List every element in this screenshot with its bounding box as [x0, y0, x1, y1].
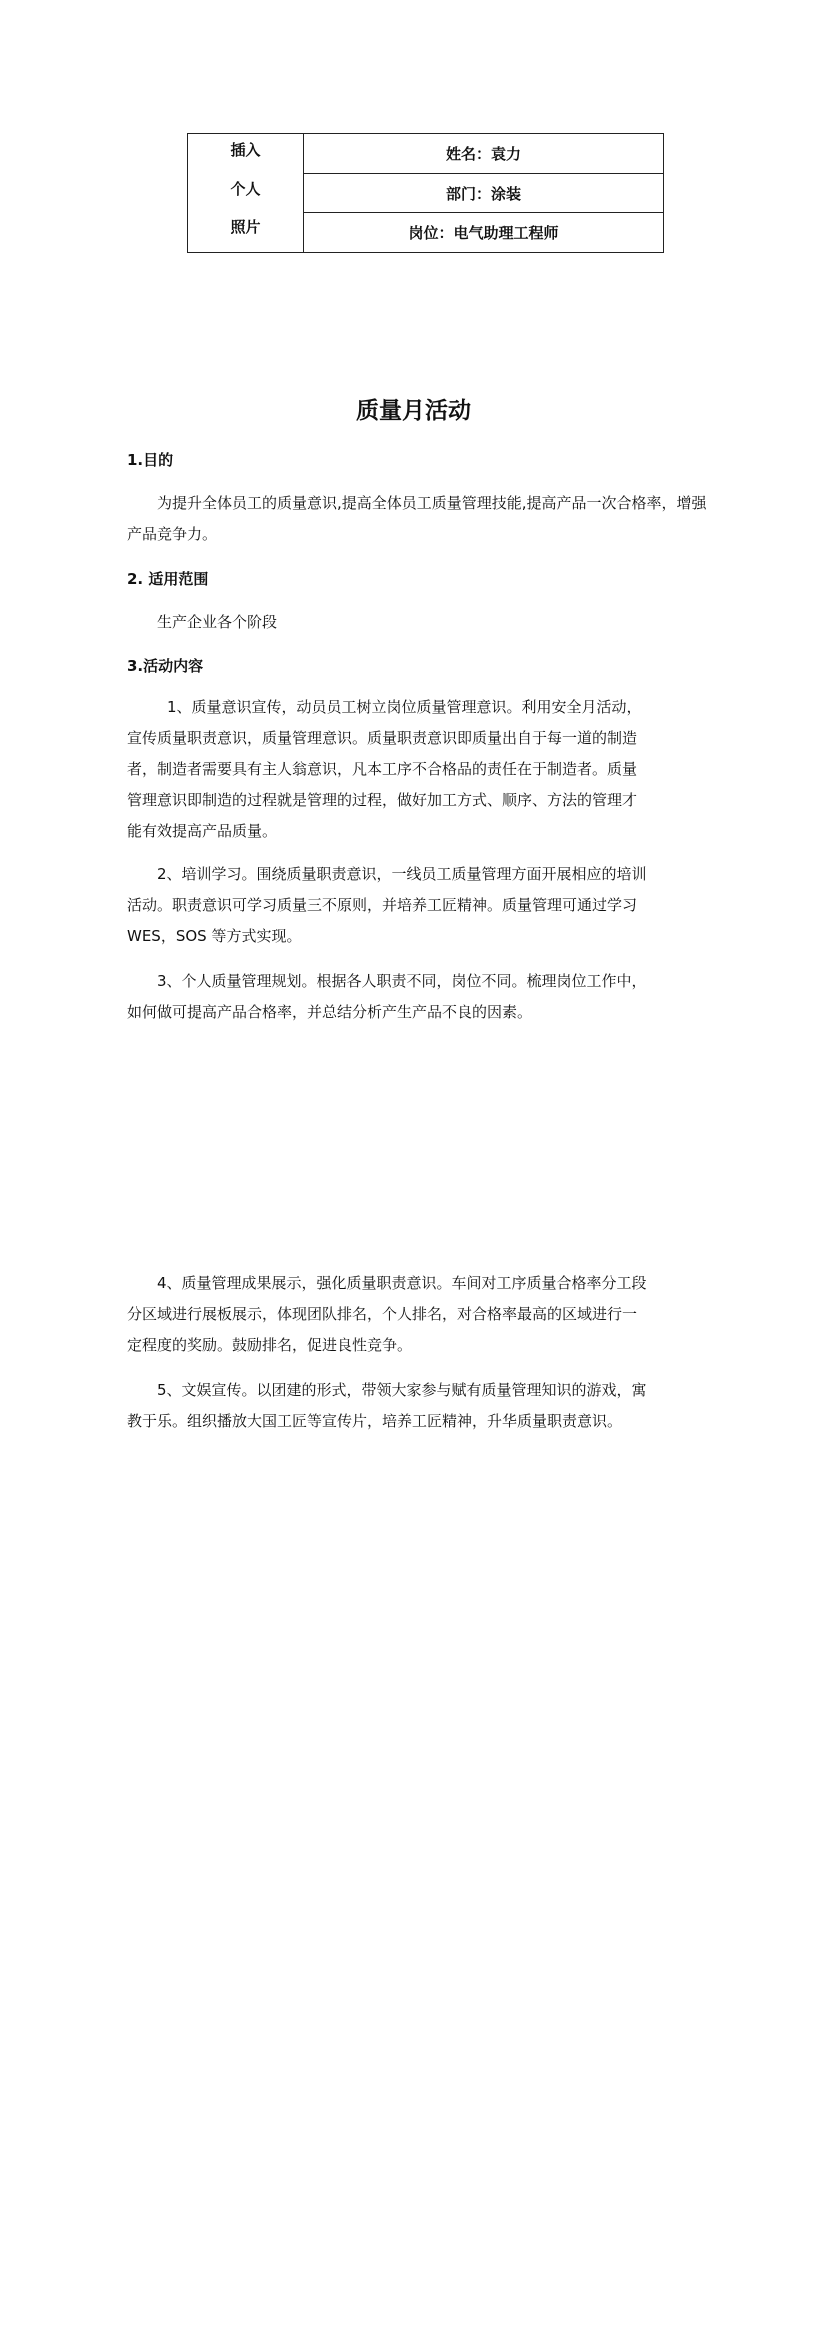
item1-line-3: 者，制造者需要具有主人翁意识，凡本工序不合格品的责任在于制造者。质量 — [127, 760, 638, 778]
item4-line-1: 4、质量管理成果展示，强化质量职责意识。车间对工序质量合格率分工段 — [157, 1274, 647, 1292]
item4-line-3: 定程度的奖励。鼓励排名，促进良性竞争。 — [127, 1336, 413, 1354]
purpose-line-2: 产品竞争力。 — [127, 525, 218, 543]
item2-line-2: 活动。职责意识可学习质量三不原则，并培养工匠精神。质量管理可通过学习 — [127, 896, 638, 914]
purpose-paragraph — [127, 488, 717, 550]
document-title: 质量月活动 — [356, 398, 471, 424]
scope-heading: 2. 适用范围 — [127, 570, 209, 588]
item5-line-2: 教于乐。组织播放大国工匠等宣传片，培养工匠精神，升华质量职责意识。 — [127, 1412, 623, 1430]
position-field: 岗位：电气助理工程师 — [408, 224, 559, 243]
content-item-4 — [127, 1268, 717, 1361]
name-field: 姓名：袁力 — [304, 134, 663, 174]
item3-line-2: 如何做可提高产品合格率，并总结分析产生产品不良的因素。 — [127, 1003, 533, 1021]
content-item-1 — [127, 692, 717, 847]
content-heading: 3.活动内容 — [127, 657, 204, 675]
item1-line-5: 能有效提高产品质量。 — [127, 822, 278, 840]
item2-line-1: 2、培训学习。围绕质量职责意识，一线员工质量管理方面开展相应的培训 — [157, 865, 647, 883]
item3-line-1: 3、个人质量管理规划。根据各人职责不同，岗位不同。梳理岗位工作中， — [157, 972, 647, 990]
photo-label-line-1: 插入 — [230, 141, 261, 159]
photo-label-line-2: 个人 — [230, 179, 261, 198]
personal-info-table — [187, 133, 664, 253]
item1-line-1: 1、质量意识宣传，动员员工树立岗位质量管理意识。利用安全月活动， — [167, 698, 642, 716]
item2-line-3: WES，SOS 等方式实现。 — [127, 927, 302, 945]
purpose-heading: 1.目的 — [127, 451, 174, 469]
content-item-3 — [127, 966, 717, 1028]
item4-line-2: 分区域进行展板展示，体现团队排名，个人排名，对合格率最高的区域进行一 — [127, 1305, 638, 1323]
info-fields — [304, 134, 663, 252]
photo-label-line-3: 照片 — [230, 218, 261, 236]
scope-paragraph — [127, 607, 717, 638]
item1-line-2: 宣传质量职责意识，质量管理意识。质量职责意识即质量出自于每一道的制造 — [127, 729, 638, 747]
department-field: 部门：涂装 — [304, 174, 663, 214]
item5-line-1: 5、文娱宣传。以团建的形式，带领大家参与赋有质量管理知识的游戏，寓 — [157, 1381, 647, 1399]
purpose-line-1: 为提升全体员工的质量意识,提高全体员工质量管理技能,提高产品一次合格率，增强 — [157, 494, 707, 512]
content-item-2 — [127, 859, 717, 952]
item1-line-4: 管理意识即制造的过程就是管理的过程，做好加工方式、顺序、方法的管理才 — [127, 791, 638, 809]
photo-placeholder-cell — [188, 134, 304, 252]
scope-line-1: 生产企业各个阶段 — [157, 613, 278, 631]
content-item-5 — [127, 1375, 717, 1437]
